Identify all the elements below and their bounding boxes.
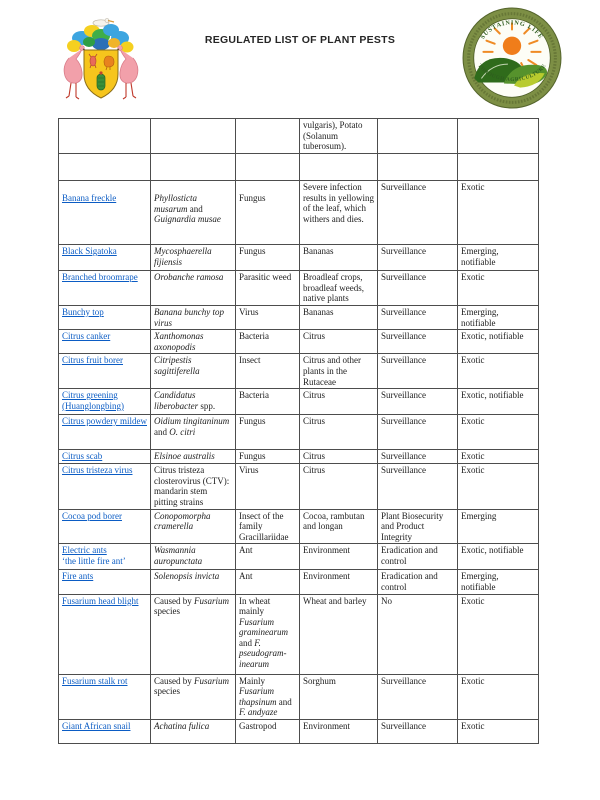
table-cell <box>300 389 378 415</box>
cell-text: Bananas <box>303 246 334 256</box>
cell-text: Surveillance <box>381 307 426 317</box>
pest-link[interactable]: Fusarium head blight <box>62 595 139 606</box>
table-cell <box>300 330 378 354</box>
table-cell <box>378 354 458 389</box>
table-cell <box>151 181 236 245</box>
table-cell <box>236 450 300 464</box>
table-cell <box>59 509 151 544</box>
table-cell <box>151 464 236 509</box>
table-cell <box>236 509 300 544</box>
table-cell <box>236 306 300 330</box>
cell-text: Emerging <box>461 510 497 521</box>
scientific-name: O. citri <box>169 426 196 437</box>
pest-link[interactable]: Banana freckle <box>62 193 117 203</box>
table-cell <box>59 674 151 719</box>
table-cell <box>458 464 539 509</box>
scientific-name: Oidium tingitaninum <box>154 416 230 427</box>
table-cell <box>378 415 458 450</box>
table-cell <box>59 389 151 415</box>
page-title: REGULATED LIST OF PLANT PESTS <box>204 34 396 46</box>
table-cell <box>151 154 236 181</box>
scientific-name: Achatina fulica <box>154 720 210 731</box>
cell-text: Fungus <box>239 416 266 427</box>
table-cell <box>378 509 458 544</box>
cell-text: Exotic, notifiable <box>461 331 524 342</box>
table-row <box>59 354 539 389</box>
table-row <box>59 674 539 719</box>
table-cell <box>236 674 300 719</box>
cell-text: Environment <box>303 571 350 582</box>
cell-text: Exotic <box>461 595 485 606</box>
pest-link[interactable]: Bunchy top <box>62 307 104 317</box>
table-row <box>59 271 539 306</box>
scientific-name: Elsinoe australis <box>154 451 215 462</box>
cell-text: Surveillance <box>381 416 426 427</box>
table-cell <box>151 415 236 450</box>
scientific-name: Guignardia musae <box>154 214 221 225</box>
table-row <box>59 544 539 570</box>
table-cell <box>59 415 151 450</box>
pest-link[interactable]: Branched broomrape <box>62 272 138 282</box>
pest-table <box>58 118 539 744</box>
shield-icon <box>84 50 118 98</box>
cell-text: and <box>154 426 170 437</box>
table-row <box>59 594 539 674</box>
table-cell <box>151 570 236 594</box>
cell-text: In wheat mainly <box>239 595 271 617</box>
cell-text: Exotic <box>461 355 485 366</box>
table-cell <box>378 389 458 415</box>
table-cell <box>300 464 378 509</box>
cell-text: Plant Biosecurity and Product Integrity <box>381 510 444 542</box>
pest-link[interactable]: Black Sigatoka <box>62 246 117 256</box>
table-cell <box>151 594 236 674</box>
table-cell <box>59 306 151 330</box>
table-cell <box>300 674 378 719</box>
cell-text: Citrus <box>303 451 326 462</box>
cell-text: Exotic <box>461 416 485 427</box>
cell-text: Bacteria <box>239 390 269 401</box>
cell-text: and <box>187 203 203 214</box>
table-cell <box>300 570 378 594</box>
table-cell <box>59 594 151 674</box>
pest-link[interactable]: Citrus tristeza virus <box>62 465 133 476</box>
cell-text: Surveillance <box>381 355 426 366</box>
cell-text: Emerging, notifiable <box>461 307 499 328</box>
cell-text: and <box>276 696 292 707</box>
pest-link[interactable]: Fusarium stalk rot <box>62 675 128 686</box>
table-cell <box>378 181 458 245</box>
table-cell <box>378 594 458 674</box>
cell-text: Emerging, notifiable <box>461 246 499 267</box>
cell-text: Citrus <box>303 465 326 476</box>
cell-text: Insect of the family Gracillariidae <box>239 510 289 542</box>
table-cell <box>59 154 151 181</box>
table-cell <box>378 464 458 509</box>
table-cell <box>300 271 378 306</box>
pest-link[interactable]: Citrus greening (Huanglongbing) <box>62 390 124 411</box>
pest-link[interactable]: Fire ants <box>62 571 94 582</box>
table-cell <box>458 306 539 330</box>
table-row <box>59 181 539 245</box>
table-cell <box>458 154 539 181</box>
pest-link[interactable]: Cocoa pod borer <box>62 510 122 521</box>
table-cell <box>378 570 458 594</box>
cell-text: Citrus <box>303 390 326 401</box>
table-cell <box>236 271 300 306</box>
table-cell <box>59 245 151 271</box>
coat-of-arms <box>56 14 146 110</box>
pest-link[interactable]: Citrus fruit borer <box>62 355 123 366</box>
table-cell <box>151 389 236 415</box>
table-cell <box>458 450 539 464</box>
cell-text: Caused by <box>154 675 194 686</box>
cell-text: Surveillance <box>381 675 426 686</box>
cell-text: spp. <box>198 400 216 411</box>
cell-text: Ant <box>239 571 253 582</box>
table-cell <box>300 245 378 271</box>
table-cell <box>458 354 539 389</box>
cell-text: Severe infection results in yellowing of the leaf, which withers and dies. <box>303 182 374 224</box>
scientific-name: Fusarium thapsinum <box>239 686 277 707</box>
scientific-name: Phyllosticta musarum <box>154 193 197 214</box>
table-cell <box>300 594 378 674</box>
scientific-name: Banana bunchy top virus <box>154 307 224 328</box>
table-cell <box>151 354 236 389</box>
table-cell <box>59 181 151 245</box>
table-cell <box>59 464 151 509</box>
cell-text: Mainly <box>239 675 265 686</box>
scientific-name: Orobanche ramosa <box>154 272 224 282</box>
table-cell <box>151 674 236 719</box>
table-cell <box>59 719 151 743</box>
cell-text: Exotic <box>461 675 485 686</box>
table-cell <box>458 389 539 415</box>
cell-text: Surveillance <box>381 331 426 342</box>
cell-text: Surveillance <box>381 465 426 476</box>
cell-text: Surveillance <box>381 246 426 256</box>
cell-text: Parasitic weed <box>239 272 292 282</box>
table-cell <box>236 594 300 674</box>
table-cell <box>458 544 539 570</box>
seal-top-text: SUSTAINING LIFE <box>480 20 544 41</box>
cell-text: Exotic <box>461 465 485 476</box>
scientific-name: Fusarium <box>194 675 230 686</box>
cell-text: Exotic, notifiable <box>461 545 524 556</box>
table-cell <box>151 719 236 743</box>
scientific-name: Fusarium graminearum <box>239 616 288 638</box>
table-cell <box>458 245 539 271</box>
cell-text: Caused by <box>154 595 194 606</box>
cell-text: Exotic <box>461 182 485 192</box>
table-row <box>59 330 539 354</box>
cell-text: and <box>239 637 255 648</box>
cell-text: Fungus <box>239 246 266 256</box>
scientific-name: Solenopsis invicta <box>154 571 220 582</box>
table-cell <box>458 594 539 674</box>
cell-text: species <box>154 606 180 617</box>
table-cell <box>236 245 300 271</box>
table-cell <box>151 119 236 154</box>
cell-text: Bacteria <box>239 331 269 342</box>
cell-text: Citrus <box>303 331 326 342</box>
scientific-name: F. andyaze <box>239 707 278 718</box>
department-seal <box>461 7 563 109</box>
scientific-name: Mycosphaerella fijiensis <box>154 246 212 267</box>
cell-text: Exotic <box>461 272 485 282</box>
table-cell <box>236 354 300 389</box>
table-cell <box>378 154 458 181</box>
pest-link-subtitle[interactable]: ‘the little fire ant’ <box>62 555 126 566</box>
scientific-name: Xanthomonas axonopodis <box>154 331 204 352</box>
table-cell <box>378 245 458 271</box>
table-cell <box>59 119 151 154</box>
table-cell <box>59 450 151 464</box>
pest-link[interactable]: Citrus canker <box>62 331 111 342</box>
cell-text: Surveillance <box>381 182 426 192</box>
table-cell <box>378 330 458 354</box>
scientific-name: Conopomorpha cramerella <box>154 510 211 532</box>
cell-text: Environment <box>303 545 350 556</box>
table-cell <box>59 330 151 354</box>
table-cell <box>151 306 236 330</box>
table-cell <box>378 306 458 330</box>
cell-text: vulgaris), Potato (Solanum tuberosum). <box>303 120 363 152</box>
cell-text: Environment <box>303 720 350 731</box>
seal-bottom-text: THROUGH AGRICULTURE <box>476 62 548 83</box>
cell-text: Ant <box>239 545 253 556</box>
cell-text: Broadleaf crops, broadleaf weeds, native plants <box>303 272 364 304</box>
table-cell <box>59 544 151 570</box>
table-cell <box>236 330 300 354</box>
table-cell <box>300 450 378 464</box>
cell-text: Fungus <box>239 451 266 462</box>
table-cell <box>300 509 378 544</box>
table-cell <box>236 719 300 743</box>
table-cell <box>458 674 539 719</box>
table-cell <box>300 181 378 245</box>
table-row <box>59 306 539 330</box>
cell-text: Citrus and other plants in the Rutaceae <box>303 355 361 387</box>
table-cell <box>236 154 300 181</box>
cell-text: Virus <box>239 307 259 317</box>
table-row <box>59 119 539 154</box>
table-cell <box>378 450 458 464</box>
pest-link[interactable]: Citrus powdery mildew <box>62 416 147 427</box>
cell-text: Sorghum <box>303 675 336 686</box>
table-row <box>59 415 539 450</box>
cell-text: Citrus tristeza closterovirus (CTV): mandarin stem pitting strains <box>154 465 230 507</box>
cell-text: Surveillance <box>381 720 426 731</box>
table-row <box>59 719 539 743</box>
cell-text: Virus <box>239 465 259 476</box>
pest-link[interactable]: Citrus scab <box>62 451 103 462</box>
pest-link[interactable]: Giant African snail <box>62 720 131 731</box>
cell-text: Citrus <box>303 416 326 427</box>
table-row <box>59 509 539 544</box>
table-cell <box>458 181 539 245</box>
scientific-name: Wasmannia auropunctata <box>154 545 203 566</box>
cell-text: Fungus <box>239 193 266 203</box>
cell-text: Surveillance <box>381 451 426 462</box>
table-cell <box>59 271 151 306</box>
cell-text: Exotic <box>461 720 485 731</box>
table-cell <box>458 415 539 450</box>
scientific-name: Fusarium <box>194 595 230 606</box>
table-cell <box>236 119 300 154</box>
table-cell <box>458 271 539 306</box>
table-row <box>59 570 539 594</box>
table-row <box>59 389 539 415</box>
table-cell <box>151 330 236 354</box>
cell-text: species <box>154 686 180 697</box>
table-row <box>59 464 539 509</box>
table-cell <box>378 544 458 570</box>
cell-text: Eradication and control <box>381 571 438 592</box>
table-cell <box>300 719 378 743</box>
table-cell <box>378 719 458 743</box>
table-cell <box>236 389 300 415</box>
table-cell <box>378 119 458 154</box>
cell-text: Insect <box>239 355 261 366</box>
table-cell <box>300 544 378 570</box>
table-row <box>59 450 539 464</box>
table-body <box>59 119 539 744</box>
cell-text: Wheat and barley <box>303 595 367 606</box>
scientific-name: Candidatus liberobacter <box>154 390 199 411</box>
table-cell <box>458 570 539 594</box>
table-cell <box>151 544 236 570</box>
cell-text: Exotic <box>461 451 485 462</box>
cell-text: Surveillance <box>381 390 426 401</box>
table-cell <box>236 544 300 570</box>
scientific-name: Citripestis sagittiferella <box>154 355 200 376</box>
cell-text: Emerging, notifiable <box>461 571 499 592</box>
table-cell <box>458 330 539 354</box>
cell-text: Eradication and control <box>381 545 438 566</box>
table-cell <box>378 674 458 719</box>
table-cell <box>236 570 300 594</box>
pest-link[interactable]: Electric ants <box>62 545 107 556</box>
table-cell <box>300 354 378 389</box>
table-cell <box>59 354 151 389</box>
cell-text: No <box>381 595 392 606</box>
cell-text: Exotic, notifiable <box>461 390 524 401</box>
table-cell <box>236 415 300 450</box>
cell-text: Gastropod <box>239 720 277 731</box>
table-row <box>59 245 539 271</box>
table-row <box>59 154 539 181</box>
table-cell <box>300 154 378 181</box>
table-cell <box>236 181 300 245</box>
table-cell <box>378 271 458 306</box>
table-cell <box>151 509 236 544</box>
table-cell <box>300 415 378 450</box>
table-cell <box>151 245 236 271</box>
cell-text: Surveillance <box>381 272 426 282</box>
cell-text: Bananas <box>303 307 334 317</box>
table-cell <box>458 719 539 743</box>
table-cell <box>458 119 539 154</box>
table-cell <box>300 306 378 330</box>
table-cell <box>151 450 236 464</box>
table-cell <box>236 464 300 509</box>
table-cell <box>458 509 539 544</box>
scientific-name: F. pseudogram-inearum <box>239 637 287 670</box>
cell-text: Cocoa, rambutan and longan <box>303 510 365 532</box>
table-cell <box>151 271 236 306</box>
table-cell <box>59 570 151 594</box>
table-cell <box>300 119 378 154</box>
